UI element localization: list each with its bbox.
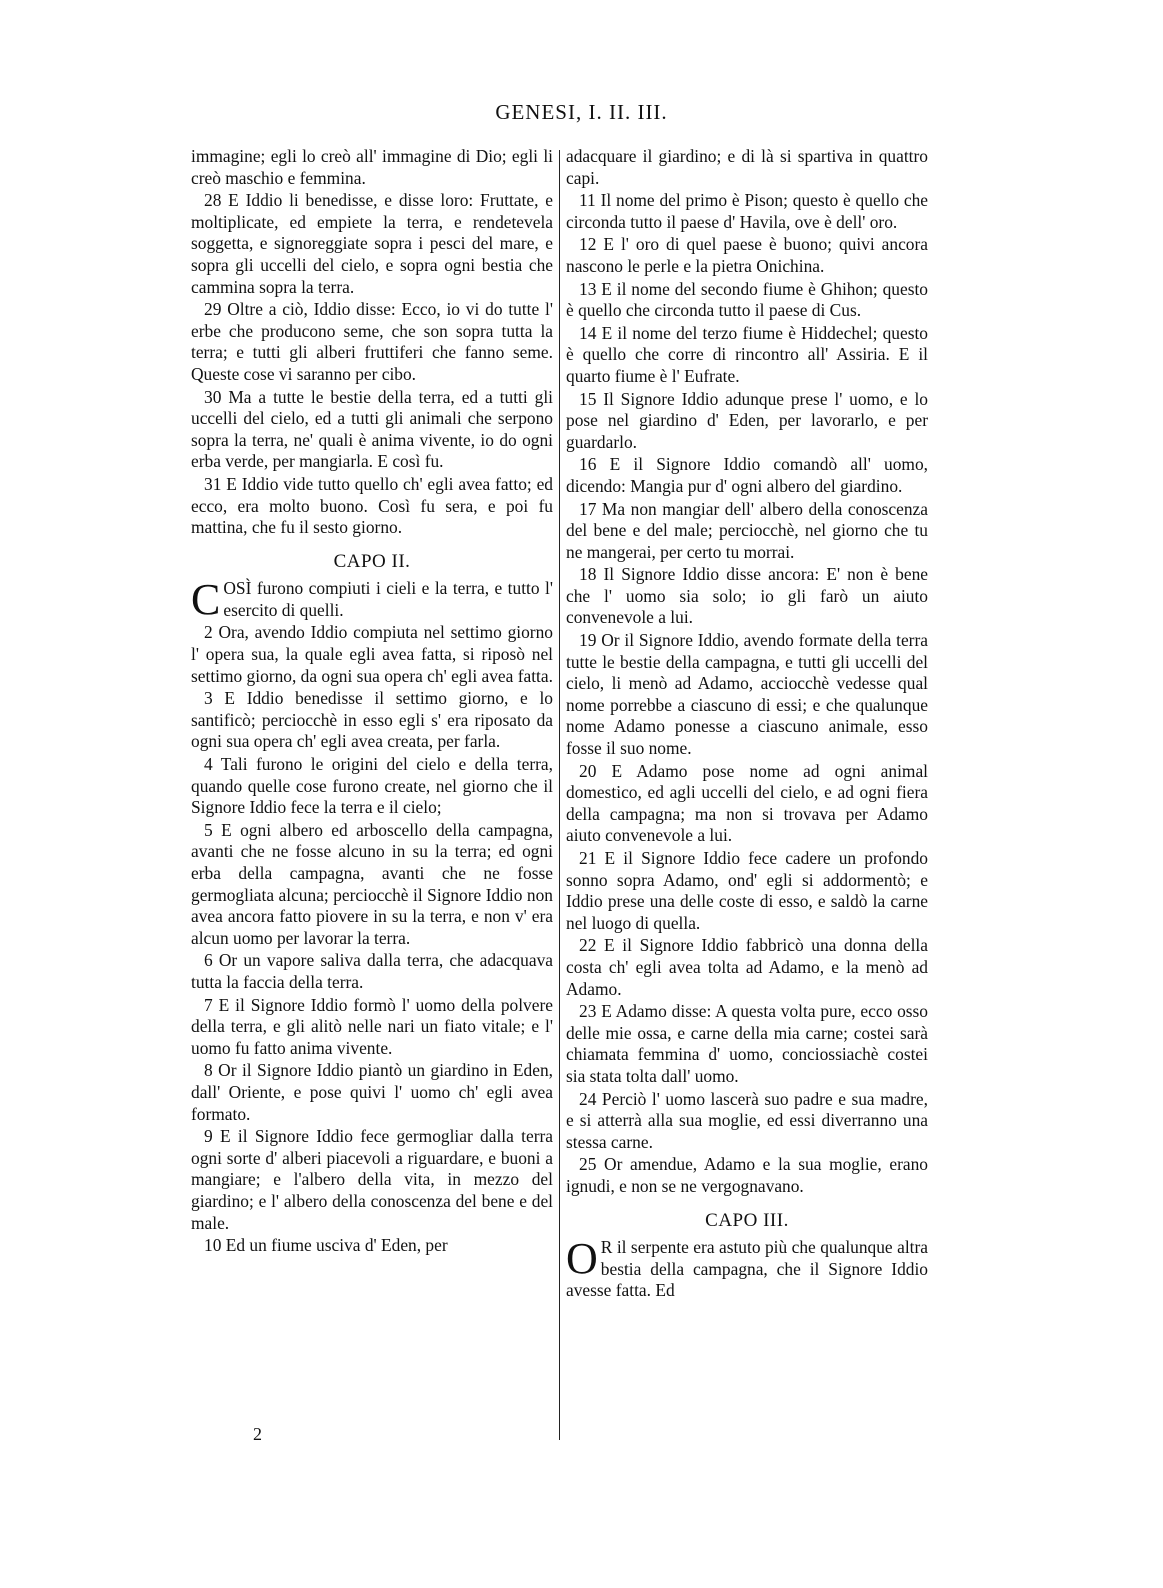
verse-1-28: 28 E Iddio li benedisse, e disse loro: Fruttate, e moltiplicate, ed empiete la terra, e rendetevela soggetta, e signoreggiate sopra i pesci del mare, e sopra gli uccelli del cielo, e sopra ogni bestia che cammina sopra la terra. — [191, 190, 553, 297]
verse-2-19: 19 Or il Signore Iddio, avendo formate della terra tutte le bestie della campagna, e tutti gli uccelli del cielo, li menò ad Adamo, acciocchè vedesse qual nome porrebbe a ciascuno di essi; e che qualunque nome Adamo ponesse a ciascuno animale, esso fosse il suo nome. — [566, 630, 928, 759]
verse-2-1-text: OSÌ furono compiuti i cieli e la terra, e tutto l' esercito di quelli. — [223, 578, 553, 620]
verse-2-6: 6 Or un vapore saliva dalla terra, che adacquava tutta la faccia della terra. — [191, 950, 553, 992]
verse-2-1 — [191, 575, 553, 625]
verse-2-22: 22 E il Signore Iddio fabbricò una donna della costa ch' egli avea tolta ad Adamo, e la menò ad Adamo. — [566, 935, 928, 999]
verse-2-7: 7 E il Signore Iddio formò l' uomo della polvere della terra, e gli alitò nelle nari un fiato vitale; e l' uomo fu fatto anima vivente. — [191, 994, 553, 1058]
verse-2-15: 15 Il Signore Iddio adunque prese l' uomo, e lo pose nel giardino d' Eden, per lavorarlo, e per guardarlo. — [566, 388, 928, 452]
drop-cap: O — [566, 1234, 598, 1284]
verse-2-4: 4 Tali furono le origini del cielo e della terra, quando quelle cose furono create, nel giorno che il Signore Iddio fece la terra e il cielo; — [191, 754, 553, 818]
verse-2-8: 8 Or il Signore Iddio piantò un giardino in Eden, dall' Oriente, e pose quivi l' uomo ch' egli avea formato. — [191, 1060, 553, 1124]
verse-2-23: 23 E Adamo disse: A questa volta pure, ecco osso delle mie ossa, e carne della mia carne; costei sarà chiamata femmina d' uomo, conciossiachè costei sia stata tolta dall' uomo. — [566, 1001, 928, 1086]
column-divider — [559, 150, 560, 1440]
verse-2-3: 3 E Iddio benedisse il settimo giorno, e lo santificò; perciocchè in esso egli s' era riposato da ogni sua opera ch' egli avea creata, per farla. — [191, 688, 553, 752]
verse-1-30: 30 Ma a tutte le bestie della terra, ed a tutti gli uccelli del cielo, ed a tutti gli animali che serpono sopra la terra, ne' quali è anima vivente, io do ogni erba verde, per mangiarla. E così fu. — [191, 386, 553, 472]
verse-2-18: 18 Il Signore Iddio disse ancora: E' non è bene che l' uomo sia solo; io gli farò un aiuto convenevole a lui. — [566, 564, 928, 628]
verse-2-11: 11 Il nome del primo è Pison; questo è quello che circonda tutto il paese d' Havila, ove è dell' oro. — [566, 190, 928, 232]
verse-1-31: 31 E Iddio vide tutto quello ch' egli avea fatto; ed ecco, era molto buono. Così fu sera, e poi fu mattina, che fu il sesto giorno. — [191, 473, 553, 538]
verse-2-14: 14 E il nome del terzo fiume è Hiddechel; questo è quello che corre di rincontro all' Assiria. E il quarto fiume è l' Eufrate. — [566, 322, 928, 386]
signature-mark: 2 — [253, 1424, 262, 1444]
verse-2-17: 17 Ma non mangiar dell' albero della conoscenza del bene e del male; perciocchè, nel giorno che tu ne mangerai, per certo tu morrai. — [566, 498, 928, 562]
verse-2-12: 12 E l' oro di quel paese è buono; quivi ancora nascono le perle e la pietra Onichina. — [566, 234, 928, 276]
verse-3-1 — [566, 1234, 928, 1302]
right-column — [566, 146, 928, 1302]
verse-2-10: 10 Ed un fiume usciva d' Eden, per — [204, 1235, 448, 1256]
chapter-2-heading: CAPO II. — [333, 550, 411, 572]
left-column — [191, 146, 553, 1257]
verse-2-9: 9 E il Signore Iddio fece germogliar dalla terra ogni sorte d' alberi piacevoli a riguardare, e buoni a mangiare; e l'albero della vita, in mezzo del giardino; e l' albero della conoscenza del bene e del male. — [191, 1126, 553, 1233]
verse-2-16: 16 E il Signore Iddio comandò all' uomo, dicendo: Mangia pur d' ogni albero del giardino. — [566, 454, 928, 496]
verse-2-5: 5 E ogni albero ed arboscello della campagna, avanti che ne fosse alcuno in su la terra; ed ogni erba della campagna, avanti che ne fosse germogliata alcuna; perciocchè il Signore Iddio non avea ancora fatto piovere in su la terra, e non v' era alcun uomo per lavorar la terra. — [191, 819, 553, 948]
verse-2-2: 2 Ora, avendo Iddio compiuta nel settimo giorno l' opera sua, la quale egli avea fatta, si riposò nel settimo giorno, da ogni sua opera ch' egli avea fatta. — [191, 622, 553, 686]
verse-3-1-text: R il serpente era astuto più che qualunque altra bestia della campagna, che il Signore Iddio avesse fatta. Ed — [566, 1237, 928, 1301]
verse-2-24: 24 Perciò l' uomo lascerà suo padre e sua madre, e si atterrà alla sua moglie, ed essi diverranno una stessa carne. — [566, 1088, 928, 1152]
verse-2-25: 25 Or amendue, Adamo e la sua moglie, erano ignudi, e non se ne vergognavano. — [566, 1154, 928, 1196]
chapter-3-heading: CAPO III. — [705, 1209, 789, 1231]
verse-continuation: adacquare il giardino; e di là si spartiva in quattro capi. — [566, 146, 928, 188]
drop-cap: C — [191, 575, 221, 625]
verse-2-13: 13 E il nome del secondo fiume è Ghihon; questo è quello che circonda tutto il paese di Cus. — [566, 278, 928, 321]
verse-1-29: 29 Oltre a ciò, Iddio disse: Ecco, io vi do tutte l' erbe che producono seme, che son sopra tutta la terra; e tutti gli alberi fruttiferi che fanno seme. Queste cose vi saranno per cibo. — [191, 299, 553, 384]
verse-continuation: immagine; egli lo creò all' immagine di Dio; egli li creò maschio e femmina. — [191, 146, 553, 188]
verse-2-20: 20 E Adamo pose nome ad ogni animal domestico, ed agli uccelli del cielo, e ad ogni fiera della campagna; ma non si trovava per Adamo aiuto convenevole a lui. — [566, 760, 928, 846]
verse-2-21: 21 E il Signore Iddio fece cadere un profondo sonno sopra Adamo, ond' egli si addormentò; e Iddio prese una delle coste di esso, e saldò la carne nel luogo di quella. — [566, 848, 928, 933]
running-header: GENESI, I. II. III. — [495, 100, 668, 124]
